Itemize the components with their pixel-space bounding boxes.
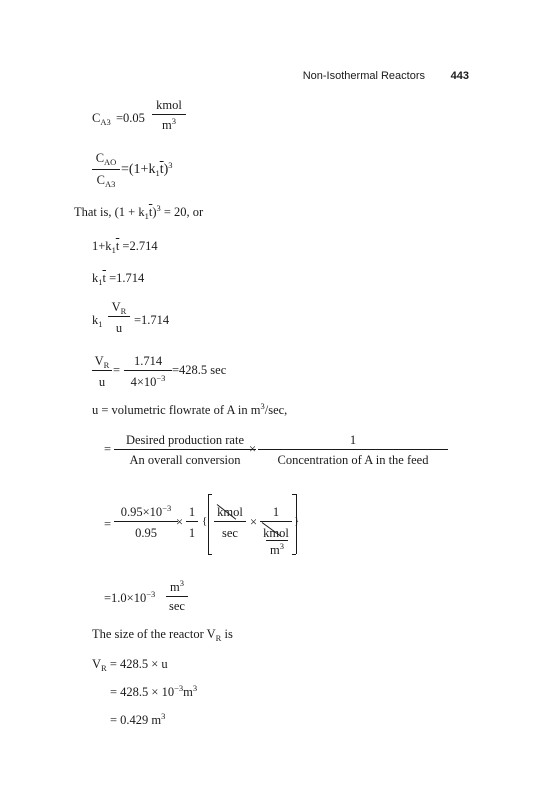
equation-two: $k_1\overline{t} =1.714$ — [92, 271, 145, 287]
running-title: Non-Isothermal Reactors — [302, 70, 425, 82]
fraction-bar — [258, 449, 448, 450]
equation-ratio: $C_{AO}$ $C_{A3}$ $=(1+k_1\overline{t})^3$ — [92, 150, 202, 192]
equation-six: = $0.95\times 10^{-3}$ 0.95 × 1 1 { kmol sec × 1 kmol $m^3$ } — [104, 492, 304, 560]
fraction-bar — [114, 521, 178, 522]
fraction-bar — [214, 521, 246, 522]
fraction-bar — [260, 521, 292, 522]
fraction-bar — [114, 449, 256, 450]
text-u-definition: u = volumetric flowrate of A in $m^3/\sec$, — [92, 401, 288, 417]
equation-vr-2: = $428.5 \times 10^{-3}m^3$ — [110, 683, 198, 699]
fraction-bar — [186, 521, 198, 522]
equation-vr: $V_R = 428.5 \times u$ — [92, 657, 168, 673]
fraction-bar — [166, 596, 188, 597]
text-reactor-size: The size of the reactor $V_R$ is — [92, 627, 233, 643]
equation-ca3: $C_{A3}$ =0.05 kmol $m^3$ — [92, 98, 202, 134]
equation-five: = Desired production rate An overall conversion × 1 Concentration of A in the feed — [104, 432, 454, 472]
running-header — [0, 70, 541, 86]
equation-three: $k_1$ $V_R$ u =1.714 — [92, 300, 170, 335]
equation-four: $V_R$ u = 1.714 $4\times 10^{-3}$ =428.5 sec — [92, 354, 252, 392]
fraction-bar — [124, 370, 172, 371]
equation-seven: $=1.0\times 10^{-3}$ $m^3$ sec — [104, 580, 204, 614]
fraction-bar — [266, 540, 288, 541]
equation-one: $1+k_1\overline{t} =2.714$ — [92, 239, 158, 255]
fraction-bar — [92, 370, 112, 371]
fraction-bar — [92, 169, 120, 170]
fraction-bar — [108, 316, 130, 317]
left-brace — [208, 494, 209, 554]
equation-vr-3: = 0.429 $m^3$ — [110, 711, 166, 727]
text-that-is: That is, $(1 + k_1\overline{t})^3 = 20$, or — [74, 203, 204, 221]
page-number: 443 — [450, 70, 469, 82]
fraction-bar — [152, 114, 186, 115]
